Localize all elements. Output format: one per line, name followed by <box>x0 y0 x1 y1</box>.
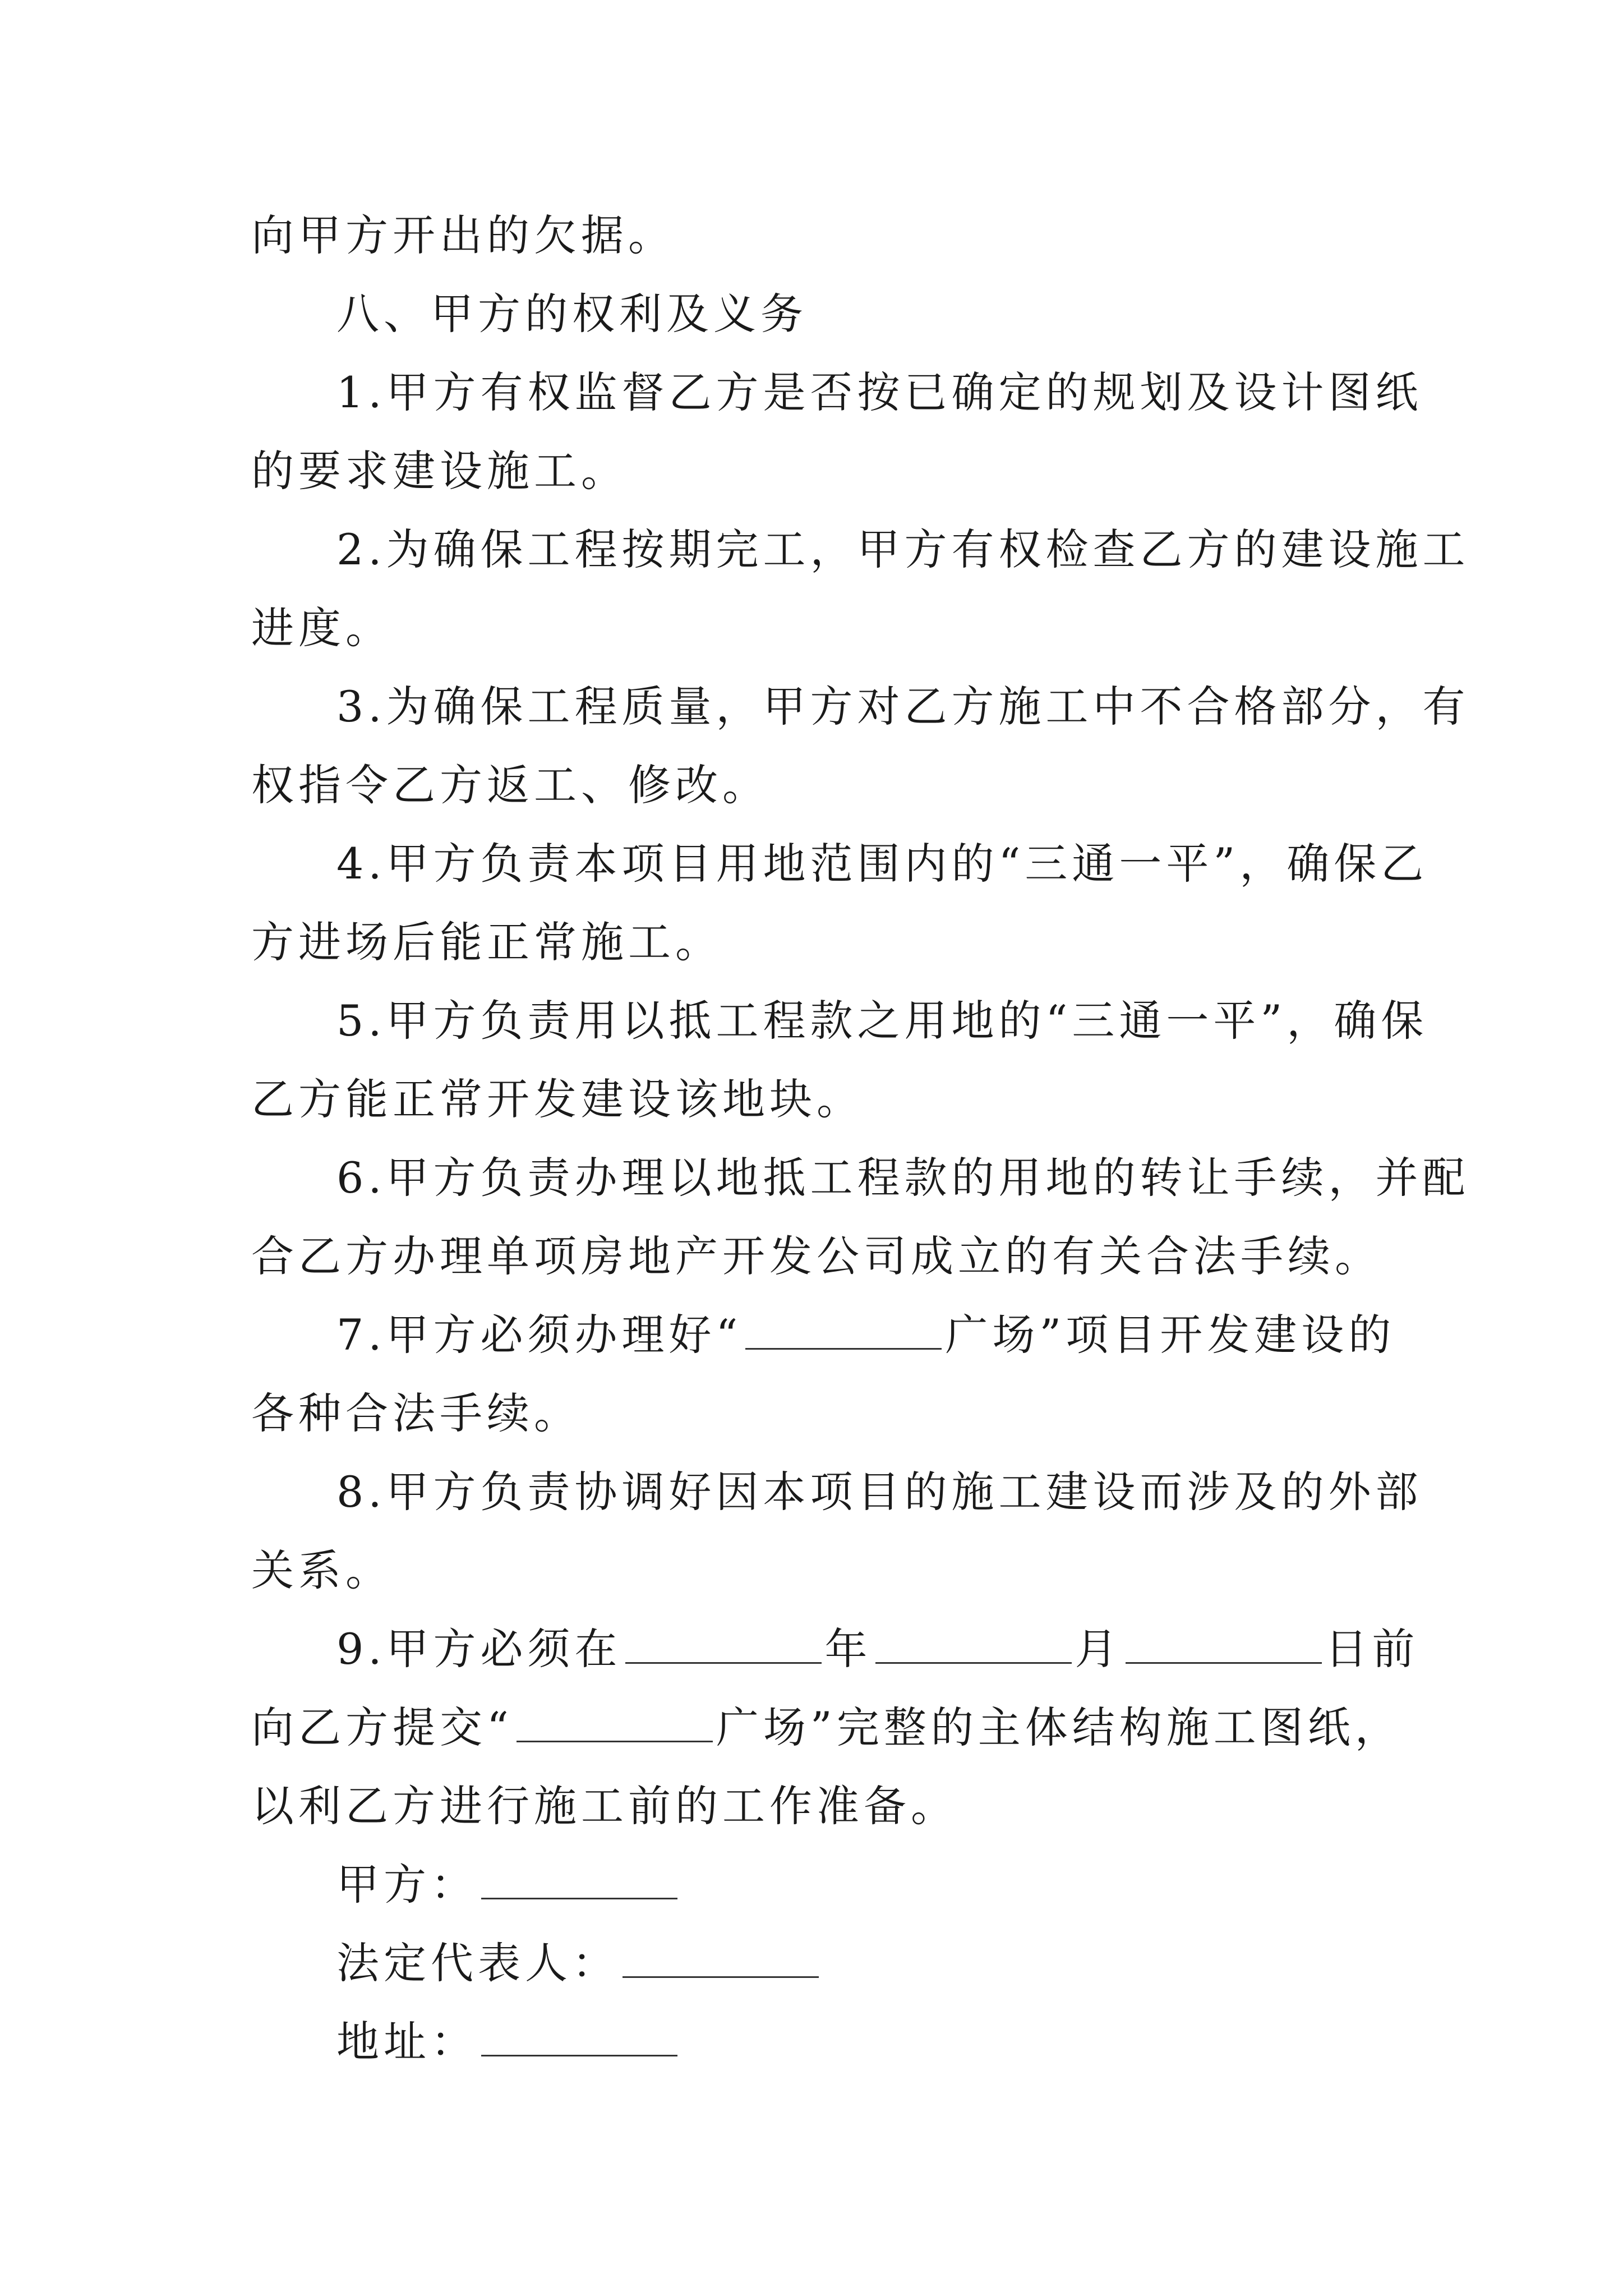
clause-9-text-a: 9.甲方必须在 <box>336 1624 622 1674</box>
clause-2-line-1: 2.为确保工程按期完工，甲方有权检查乙方的建设施工 <box>336 524 1470 574</box>
address-signature-row <box>336 2014 681 2070</box>
clause-8-line-1: 8.甲方负责协调好因本项目的施工建设而涉及的外部 <box>336 1467 1423 1517</box>
plaza-name-blank[interactable] <box>517 1736 713 1742</box>
day-label: 日前 <box>1325 1624 1419 1674</box>
day-blank[interactable] <box>1126 1658 1322 1664</box>
clause-5-line-1: 5.甲方负责用以抵工程款之用地的“三通一平”，确保 <box>336 996 1428 1046</box>
clause-1-line-1: 1.甲方有权监督乙方是否按已确定的规划及设计图纸 <box>336 367 1423 417</box>
address-label: 地址： <box>336 2017 478 2067</box>
legal-rep-label: 法定代表人： <box>336 1938 619 1988</box>
month-label: 月 <box>1075 1624 1122 1674</box>
clause-9-line-2 <box>251 1700 1402 1756</box>
clause-9-text-c: 广场”完整的主体结构施工图纸， <box>716 1703 1402 1752</box>
legal-rep-signature-row <box>336 1935 822 1991</box>
year-blank[interactable] <box>625 1658 822 1664</box>
month-blank[interactable] <box>875 1658 1072 1664</box>
clause-7-text-a: 7.甲方必须办理好“ <box>336 1310 743 1360</box>
clause-1-line-2: 的要求建设施工。 <box>251 446 628 496</box>
year-label: 年 <box>824 1624 872 1674</box>
address-blank[interactable] <box>481 2050 677 2056</box>
clause-2-line-2: 进度。 <box>251 603 393 653</box>
clause-8-line-2: 关系。 <box>251 1545 393 1595</box>
party-a-signature-row <box>336 1857 681 1913</box>
clause-7-text-b: 广场”项目开发建设的 <box>945 1310 1396 1360</box>
clause-6-line-1: 6.甲方负责办理以地抵工程款的用地的转让手续，并配 <box>336 1153 1470 1203</box>
clause-9-line-1 <box>336 1621 1419 1677</box>
clause-3-line-1: 3.为确保工程质量，甲方对乙方施工中不合格部分，有 <box>336 682 1470 731</box>
clause-9-text-b: 向乙方提交“ <box>251 1703 513 1752</box>
clause-9-line-3: 以利乙方进行施工前的工作准备。 <box>251 1781 958 1831</box>
clause-4-line-2: 方进场后能正常施工。 <box>251 917 722 967</box>
clause-6-line-2: 合乙方办理单项房地产开发公司成立的有关合法手续。 <box>251 1231 1382 1281</box>
section-heading: 八、甲方的权利及义务 <box>336 289 808 339</box>
party-a-label: 甲方： <box>336 1860 478 1910</box>
clause-5-line-2: 乙方能正常开发建设该地块。 <box>251 1074 864 1124</box>
party-a-blank[interactable] <box>481 1893 677 1899</box>
clause-4-line-1: 4.甲方负责本项目用地范围内的“三通一平”，确保乙 <box>336 839 1428 889</box>
clause-7-line-1 <box>336 1307 1396 1363</box>
clause-7-line-2: 各种合法手续。 <box>251 1388 581 1438</box>
paragraph-line: 向甲方开出的欠据。 <box>251 210 675 260</box>
clause-3-line-2: 权指令乙方返工、修改。 <box>251 760 769 810</box>
legal-rep-blank[interactable] <box>623 1972 819 1978</box>
project-name-blank[interactable] <box>745 1343 942 1350</box>
